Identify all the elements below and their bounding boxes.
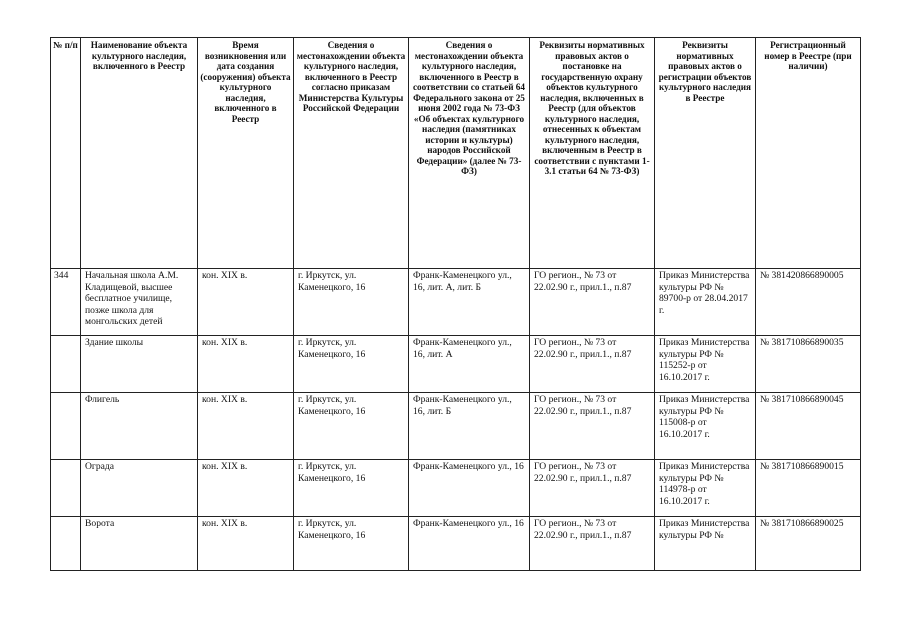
cell-location-law: Франк-Каменецкого ул., 16: [409, 460, 530, 517]
cell-acts-protection: ГО регион., № 73 от 22.02.90 г., прил.1., п.87: [530, 336, 655, 393]
cell-reg-number: № 381420866890005: [756, 269, 861, 336]
table-row: [51, 336, 861, 393]
table-row: [51, 269, 861, 336]
cell-num: [51, 460, 81, 517]
header-acts-protection: Реквизиты нормативных правовых актов о постановке на государственную охрану объектов культурного наследия, включенных в Реестр (для объектов культурного наследия, отнесенных к объектам культурного наследия, включенным в Реестр в соответствии с пунктами 1-3.1 статьи 64 № 73-ФЗ): [530, 38, 655, 269]
cell-acts-registration: Приказ Министерства культуры РФ № 89700-р от 28.04.2017 г.: [655, 269, 756, 336]
table-row: [51, 460, 861, 517]
cell-date: кон. XIX в.: [198, 393, 294, 460]
header-num: № п/п: [51, 38, 81, 269]
cell-location-law: Франк-Каменецкого ул., 16: [409, 517, 530, 571]
cell-name: Ограда: [81, 460, 198, 517]
cell-location-ministry: г. Иркутск, ул. Каменецкого, 16: [294, 460, 409, 517]
cell-acts-protection: ГО регион., № 73 от 22.02.90 г., прил.1., п.87: [530, 269, 655, 336]
cell-location-ministry: г. Иркутск, ул. Каменецкого, 16: [294, 336, 409, 393]
cell-reg-number: № 381710866890015: [756, 460, 861, 517]
header-reg-number: Регистрационный номер в Реестре (при наличии): [756, 38, 861, 269]
cell-acts-registration: Приказ Министерства культуры РФ №: [655, 517, 756, 571]
cell-location-ministry: г. Иркутск, ул. Каменецкого, 16: [294, 393, 409, 460]
cell-reg-number: № 381710866890045: [756, 393, 861, 460]
cell-reg-number: № 381710866890025: [756, 517, 861, 571]
cell-location-ministry: г. Иркутск, ул. Каменецкого, 16: [294, 517, 409, 571]
cell-date: кон. XIX в.: [198, 460, 294, 517]
table-row: [51, 517, 861, 571]
cell-location-law: Франк-Каменецкого ул., 16, лит. Б: [409, 393, 530, 460]
cell-name: Начальная школа А.М. Кладищевой, высшее бесплатное училище, позже школа для монгольских детей: [81, 269, 198, 336]
cell-acts-protection: ГО регион., № 73 от 22.02.90 г., прил.1., п.87: [530, 460, 655, 517]
cell-num: 344: [51, 269, 81, 336]
cell-num: [51, 336, 81, 393]
header-acts-registration: Реквизиты нормативных правовых актов о регистрации объектов культурного наследия в Реестре: [655, 38, 756, 269]
header-location-law: Сведения о местонахождении объекта культурного наследия, включенного в Реестр в соответствии со статьей 64 Федерального закона от 25 июня 2002 года № 73-ФЗ «Об объектах культурного наследия (памятниках истории и культуры) народов Российской Федерации» (далее № 73-ФЗ): [409, 38, 530, 269]
cell-acts-registration: Приказ Министерства культуры РФ № 115008-р от 16.10.2017 г.: [655, 393, 756, 460]
cell-location-law: Франк-Каменецкого ул., 16, лит. А: [409, 336, 530, 393]
cell-name: Ворота: [81, 517, 198, 571]
header-name: Наименование объекта культурного наследия, включенного в Реестр: [81, 38, 198, 269]
cell-location-ministry: г. Иркутск, ул. Каменецкого, 16: [294, 269, 409, 336]
cell-acts-protection: ГО регион., № 73 от 22.02.90 г., прил.1., п.87: [530, 393, 655, 460]
cell-reg-number: № 381710866890035: [756, 336, 861, 393]
cell-acts-registration: Приказ Министерства культуры РФ № 115252-р от 16.10.2017 г.: [655, 336, 756, 393]
cell-acts-registration: Приказ Министерства культуры РФ № 114978-р от 16.10.2017 г.: [655, 460, 756, 517]
cell-date: кон. XIX в.: [198, 269, 294, 336]
heritage-register-table: [50, 37, 861, 571]
table-row: [51, 393, 861, 460]
cell-location-law: Франк-Каменецкого ул., 16, лит. А, лит. Б: [409, 269, 530, 336]
cell-name: Здание школы: [81, 336, 198, 393]
header-location-ministry: Сведения о местонахождении объекта культурного наследия, включенного в Реестр согласно приказам Министерства Культуры Российской Федерации: [294, 38, 409, 269]
cell-acts-protection: ГО регион., № 73 от 22.02.90 г., прил.1., п.87: [530, 517, 655, 571]
cell-date: кон. XIX в.: [198, 336, 294, 393]
cell-num: [51, 517, 81, 571]
header-date: Время возникновения или дата создания (сооружения) объекта культурного наследия, включенного в Реестр: [198, 38, 294, 269]
cell-name: Флигель: [81, 393, 198, 460]
cell-num: [51, 393, 81, 460]
cell-date: кон. XIX в.: [198, 517, 294, 571]
table-header-row: [51, 38, 861, 269]
